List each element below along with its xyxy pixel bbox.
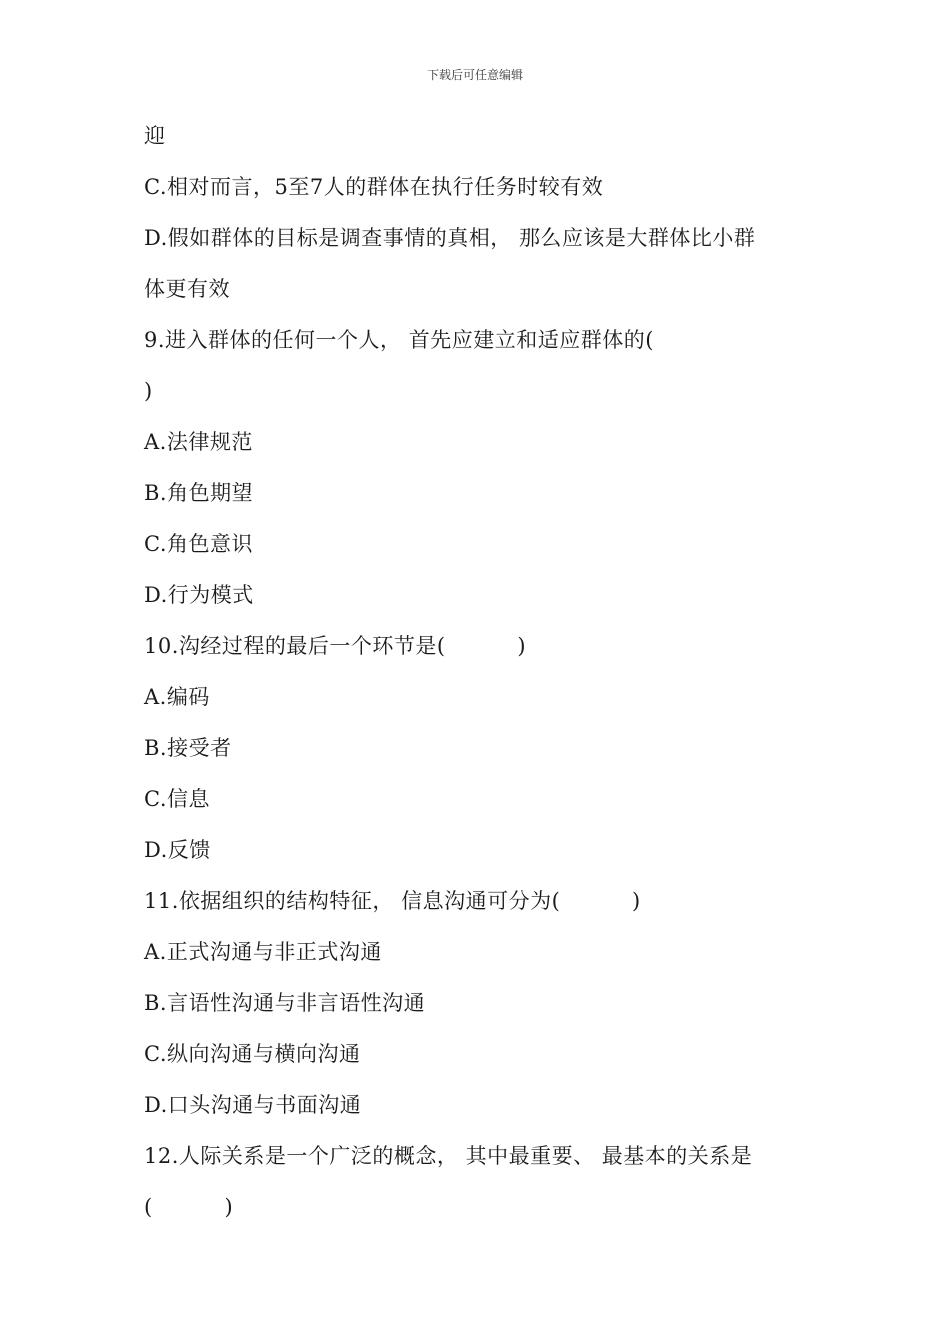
- option-b: B.言语性沟通与非言语性沟通: [144, 991, 426, 1015]
- question-11: 11.依据组织的结构特征， 信息沟通可分为( ): [144, 889, 641, 913]
- option-b: B.角色期望: [144, 481, 254, 505]
- option-c: C.信息: [144, 787, 210, 811]
- option-a: A.编码: [144, 685, 210, 709]
- option-a: A.法律规范: [144, 430, 253, 454]
- option-a: A.正式沟通与非正式沟通: [144, 940, 382, 964]
- option-c: C.相对而言，5至7人的群体在执行任务时较有效: [144, 175, 604, 199]
- option-d: D.口头沟通与书面沟通: [144, 1093, 362, 1117]
- page-header: 下载后可任意编辑: [426, 68, 523, 82]
- option-c: C.纵向沟通与横向沟通: [144, 1042, 361, 1066]
- text-line: 迎: [144, 124, 166, 148]
- document-body: [144, 118, 824, 1240]
- option-d: D.行为模式: [144, 583, 254, 607]
- text-line: ( ): [144, 1195, 234, 1219]
- text-line: 体更有效: [144, 277, 230, 301]
- option-c: C.角色意识: [144, 532, 253, 556]
- question-10: 10.沟经过程的最后一个环节是( ): [144, 634, 527, 658]
- question-9: 9.进入群体的任何一个人， 首先应建立和适应群体的(: [144, 328, 654, 352]
- option-b: B.接受者: [144, 736, 232, 760]
- option-d: D.反馈: [144, 838, 211, 862]
- option-d: D.假如群体的目标是调查事情的真相， 那么应该是大群体比小群: [144, 226, 756, 250]
- text-line: ): [144, 379, 153, 403]
- question-12: 12.人际关系是一个广泛的概念， 其中最重要、 最基本的关系是: [144, 1144, 753, 1168]
